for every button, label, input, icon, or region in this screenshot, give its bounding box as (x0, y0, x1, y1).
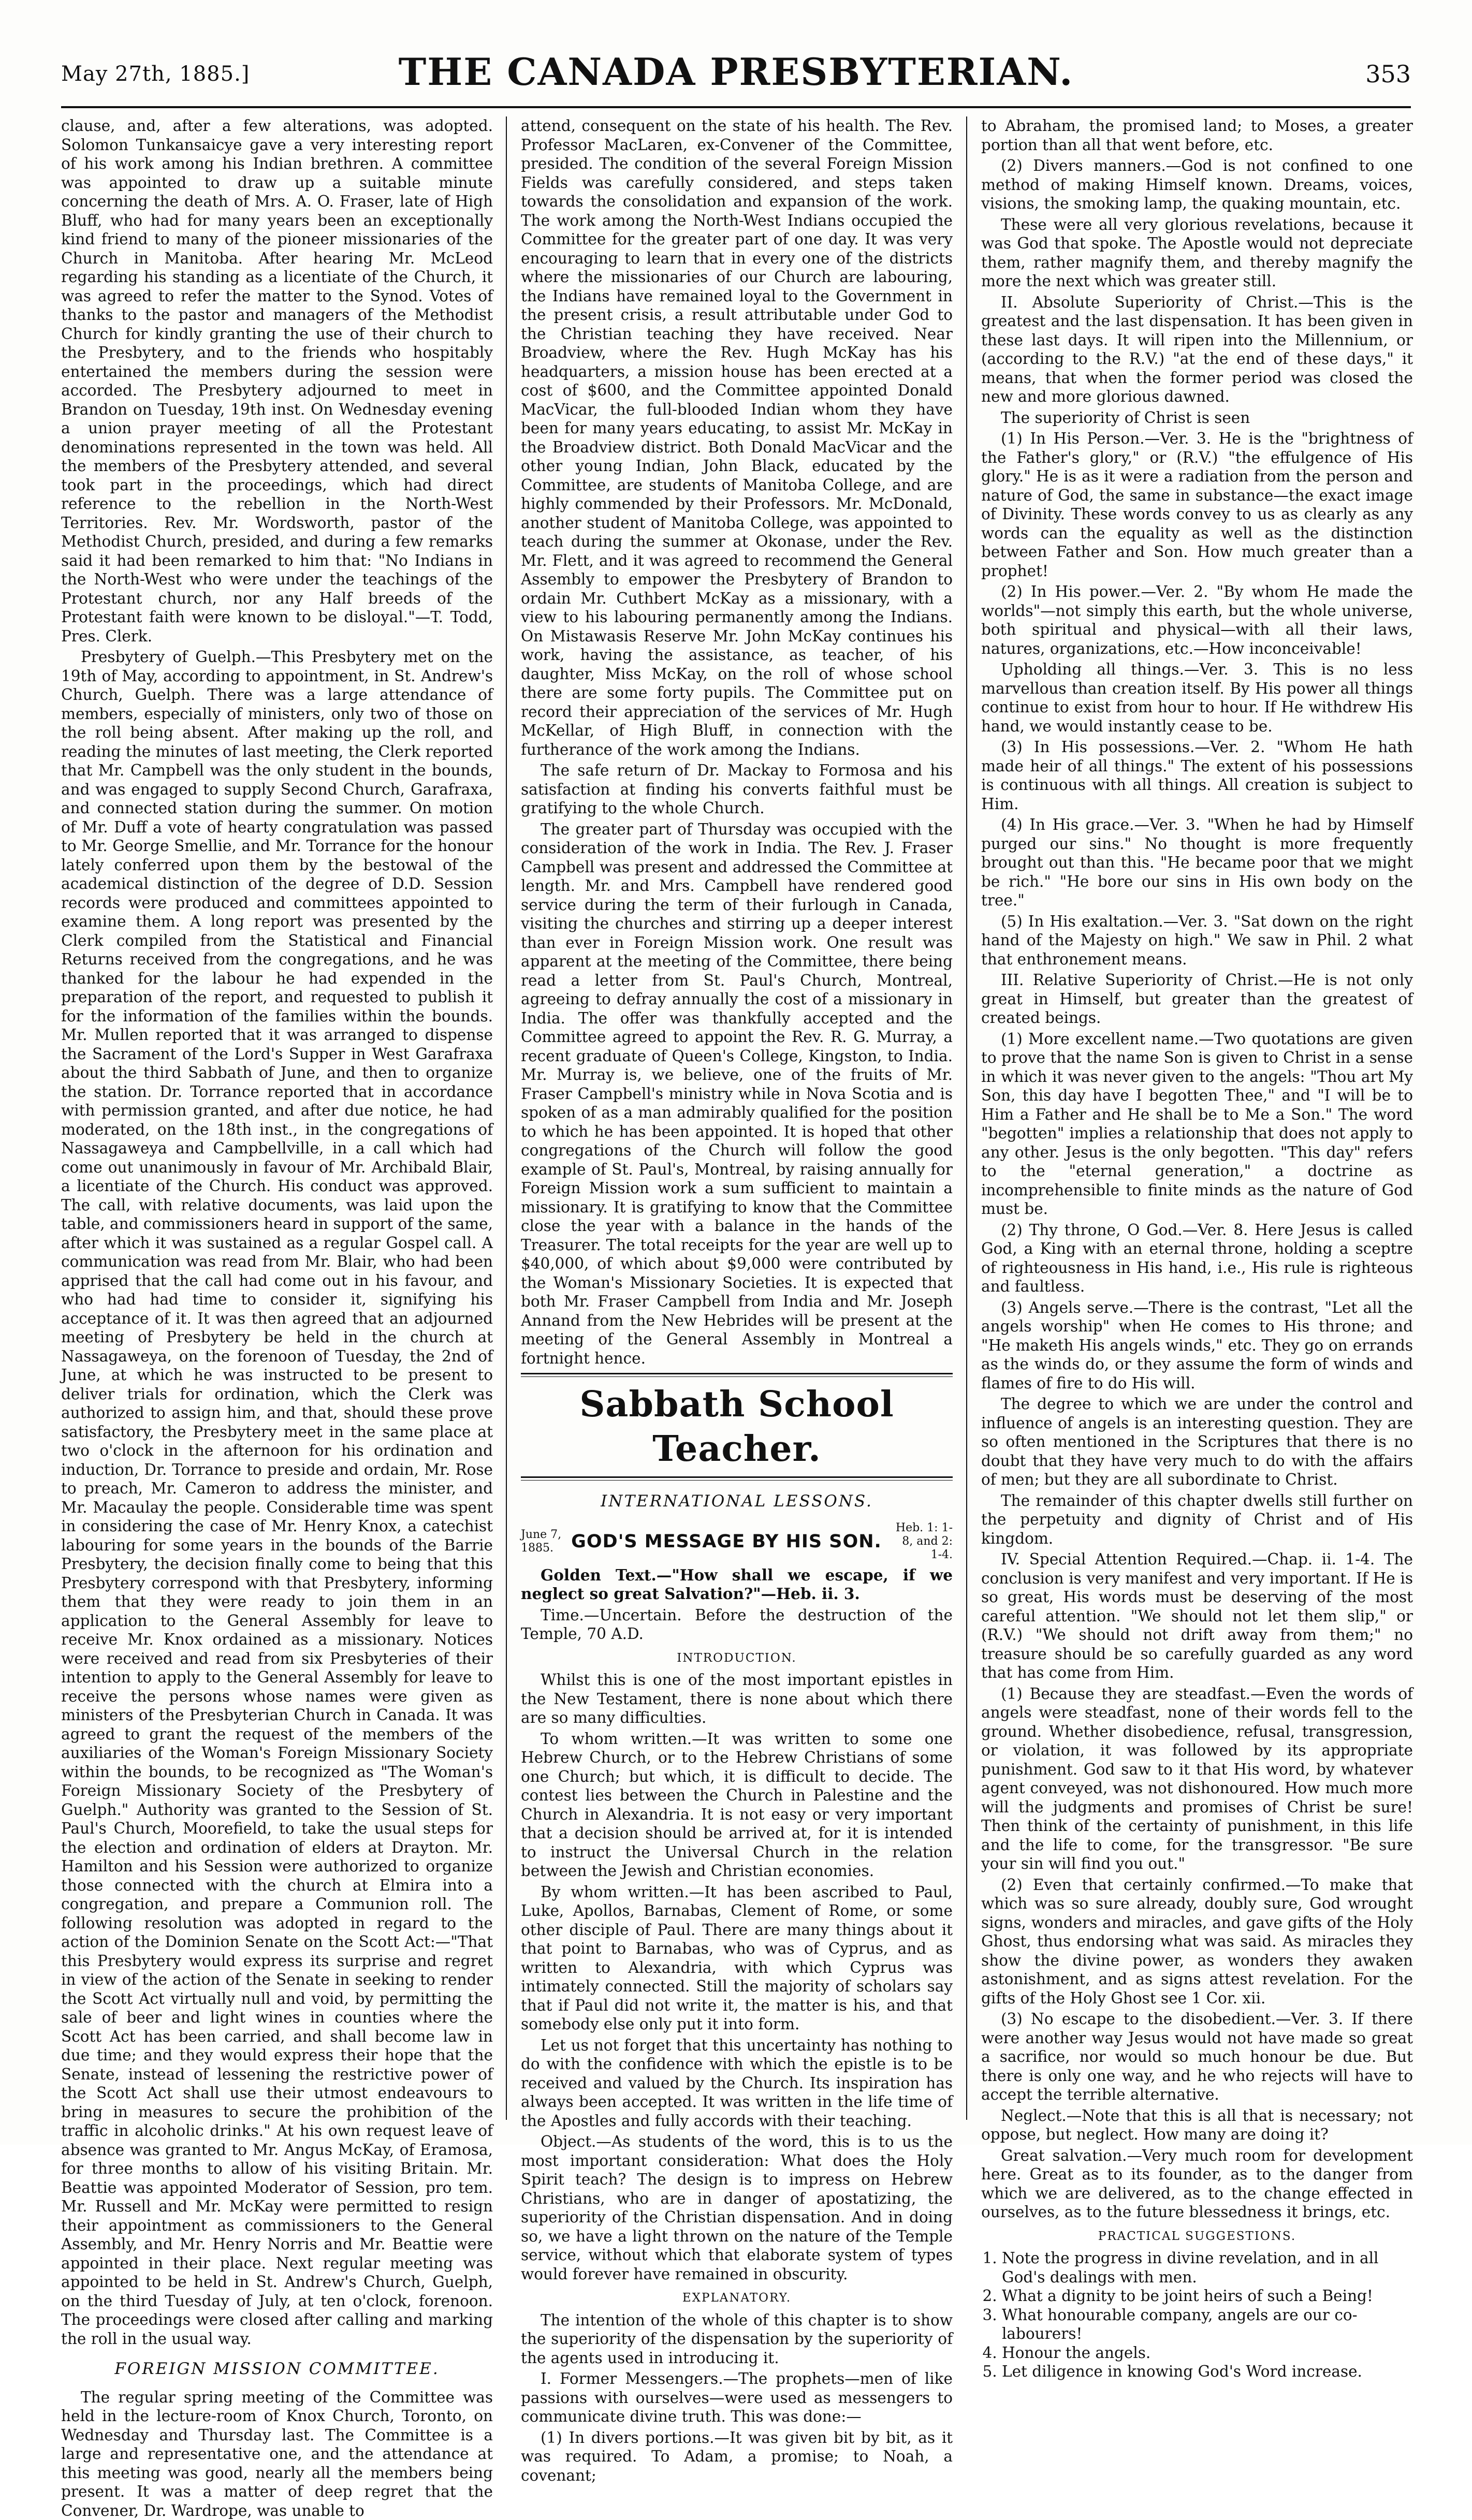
paragraph: to Abraham, the promised land; to Moses, a greater portion than all that went before, etc. (981, 116, 1413, 154)
paragraph: Upholding all things.—Ver. 3. This is no less marvellous than creation itself. By His power all things continue to exist from hour to hour. If He withdrew His hand, we would instantly cease to be. (981, 660, 1413, 736)
divider (521, 1373, 953, 1377)
subheading: PRACTICAL SUGGESTIONS. (981, 2227, 1413, 2246)
paragraph: (2) In His power.—Ver. 2. "By whom He made the worlds"—not simply this earth, but the whole universe, both spiritual and physical—with all their laws, natures, organizations, etc.—How inconceivable! (981, 582, 1413, 658)
divider (521, 1476, 953, 1481)
paragraph: The intention of the whole of this chapter is to show the superiority of the dispensation by the superiority of the agents used in introducing it. (521, 2311, 953, 2368)
list-item: 5. Let diligence in knowing God's Word increase. (1002, 2362, 1413, 2381)
issue-date: May 27th, 1885.] (61, 62, 250, 86)
paragraph: (3) In His possessions.—Ver. 2. "Whom He hath made heir of all things." The extent of his possessions is continuous with all things. All creation is subject to Him. (981, 738, 1413, 813)
section-heading: FOREIGN MISSION COMMITTEE. (61, 2360, 493, 2379)
golden-text: Golden Text.—"How shall we escape, if we neglect so great Salvation?"—Heb. ii. 3. (521, 1566, 953, 1604)
paragraph: (3) Angels serve.—There is the contrast, "Let all the angels worship" when He comes to His throne; and "He maketh His angels winds," etc. They go on errands as the winds do, or they assume the form of winds and flames of fire to do His will. (981, 1298, 1413, 1393)
paragraph: II. Absolute Superiority of Christ.—This is the greatest and the last dispensation. It has been given in these last days. It will ripen into the Millennium, or (according to the R.V.) "at the end of these days," it means, that when the former period was closed the new and more glorious dawned. (981, 293, 1413, 406)
paragraph: To whom written.—It was written to some one Hebrew Church, or to the Hebrew Christians of some one Church; but which, it is difficult to decide. The contest lies between the Church in Palestine and the Church in Alexandria. It is not easy or very important that a decision should be arrived at, for it is intended to instruct the Universal Church in the relation between the Jewish and Christian economies. (521, 1730, 953, 1881)
paragraph: (3) No escape to the disobedient.—Ver. 3. If there were another way Jesus would not have made so great a sacrifice, nor would so much honour be due. But there is only one way, and he who rejects will have to accept the terrible alternative. (981, 2010, 1413, 2104)
paragraph: I. Former Messengers.—The prophets—men of like passions with ourselves—were used as messengers to communicate divine truth. This was done:— (521, 2369, 953, 2426)
paragraph: (1) Because they are steadfast.—Even the words of angels were steadfast, none of their words fell to the ground. Whether disobedience, refusal, transgression, or violation, it was followed by its appropriate punishment. God saw to it that His word, by whatever agent conveyed, was not dishonoured. How much more will the judgments and promises of Christ be sure! Then think of the certainty of punishment, in this life and the life to come, for the transgressor. "Be sure your sin will find you out." (981, 1684, 1413, 1873)
practical-suggestions-list (981, 2249, 1413, 2381)
lesson-time: Time.—Uncertain. Before the destruction of the Temple, 70 A.D. (521, 1606, 953, 1644)
paragraph: These were all very glorious revelations, because it was God that spoke. The Apostle would not depreciate them, rather magnify them, and thereby magnify the more the next which was greater still. (981, 215, 1413, 291)
subheading: INTRODUCTION. (521, 1649, 953, 1668)
paragraph: (1) More excellent name.—Two quotations are given to prove that the name Son is given to Christ in a sense in which it was never given to the angels: "Thou art My Son, this day have I begotten Thee," and "I will be to Him a Father and He shall be to Me a Son." The word "begotten" implies a relationship that does not apply to any other. Jesus is the only begotten. "This day" refers to the "eternal generation," a doctrine as incomprehensible to finite minds as the nature of God must be. (981, 1030, 1413, 1219)
paragraph: (4) In His grace.—Ver. 3. "When he had by Himself purged our sins." No thought is more frequently brought out than this. "He became poor that we might be rich." "He bore our sins in His own body on the tree." (981, 815, 1413, 910)
list-item: 1. Note the progress in divine revelation, and in all God's dealings with men. (1002, 2249, 1413, 2287)
paragraph: (1) In His Person.—Ver. 3. He is the "brightness of the Father's glory," or (R.V.) "the effulgence of His glory." He is as it were a radiation from the person and nature of God, the same in substance—the exact image of Divinity. These words convey to us as clearly as any words can the equality as well as the distinction between Father and Son. How much greater than a prophet! (981, 429, 1413, 580)
lesson-title: GOD'S MESSAGE BY HIS SON. (562, 1531, 891, 1552)
paragraph: The superiority of Christ is seen (981, 408, 1413, 428)
paragraph: Whilst this is one of the most important epistles in the New Testament, there is none about which there are so many difficulties. (521, 1671, 953, 1727)
paragraph: The remainder of this chapter dwells still further on the perpetuity and dignity of Christ and of His kingdom. (981, 1491, 1413, 1548)
column-rule (506, 116, 507, 2120)
section-subheading: INTERNATIONAL LESSONS. (521, 1492, 953, 1511)
column-3 (981, 116, 1413, 2130)
list-item: 3. What honourable company, angels are our co-labourers! (1002, 2306, 1413, 2343)
paragraph: Great salvation.—Very much room for development here. Great as to its founder, as to the danger from which we are delivered, as to the change effected in ourselves, as to the future blessedness it brings, etc. (981, 2146, 1413, 2222)
paragraph: The greater part of Thursday was occupied with the consideration of the work in India. The Rev. J. Fraser Campbell was present and addressed the Committee at length. Mr. and Mrs. Campbell have rendered good service during the term of their furlough in Canada, visiting the churches and stirring up a deeper interest than ever in Foreign Mission work. One result was apparent at the meeting of the Committee, there being read a letter from St. Paul's Church, Montreal, agreeing to defray annually the cost of a missionary in India. The offer was thankfully accepted and the Committee agreed to appoint the Rev. R. G. Murray, a recent graduate of Queen's College, Kingston, to India. Mr. Murray is, we believe, one of the fruits of Mr. Fraser Campbell's ministry while in Nova Scotia and is spoken of as a man admirably qualified for the position to which he has been appointed. It is hoped that other congregations of the Church will follow the good example of St. Paul's, Montreal, by raising annually for Foreign Mission work a sum sufficient to maintain a missionary. It is gratifying to know that the Committee close the year with a balance in the hands of the Treasurer. The total receipts for the year are well up to $40,000, of which about $9,000 were contributed by the Woman's Missionary Societies. It is expected that both Mr. Fraser Campbell from India and Mr. Joseph Annand from the New Hebrides will be present at the meeting of the General Assembly in Montreal a fortnight hence. (521, 820, 953, 1368)
header-rule (61, 106, 1411, 108)
paragraph: By whom written.—It has been ascribed to Paul, Luke, Apollos, Barnabas, Clement of Rome, or some other disciple of Paul. There are many things about it that point to Barnabas, who was of Cyprus, and as written to Alexandria, with which Cyprus was intimately connected. Still the majority of scholars say that if Paul did not write it, the matter is his, and that somebody else only put it into form. (521, 1883, 953, 2034)
paragraph: The safe return of Dr. Mackay to Formosa and his satisfaction at finding his converts faithful must be gratifying to the whole Church. (521, 761, 953, 818)
paragraph: (2) Thy throne, O God.—Ver. 8. Here Jesus is called God, a King with an eternal throne, holding a sceptre of righteousness in His hand, i.e., His rule is righteous and faultless. (981, 1221, 1413, 1296)
paragraph: Object.—As students of the word, this is to us the most important consideration: What does the Holy Spirit teach? The design is to impress on Hebrew Christians, who are in danger of apostatizing, the superiority of the Christian dispensation. And in doing so, we have a light thrown on the nature of the Temple service, without which that elaborate system of types would forever have remained in obscurity. (521, 2132, 953, 2283)
paragraph: (1) In divers portions.—It was given bit by bit, as it was required. To Adam, a promise; to Noah, a covenant; (521, 2428, 953, 2485)
paragraph: III. Relative Superiority of Christ.—He is not only great in Himself, but greater than the greatest of created beings. (981, 971, 1413, 1028)
section-banner: Sabbath School Teacher. (521, 1382, 953, 1471)
paragraph: Presbytery of Guelph.—This Presbytery met on the 19th of May, according to appointment, in St. Andrew's Church, Guelph. There was a large attendance of members, especially of ministers, only two of those on the roll being absent. After making up the roll, and reading the minutes of last meeting, the Clerk reported that Mr. Campbell was the only student in the bounds, and was engaged to supply Second Church, Garafraxa, and connected station during the summer. On motion of Mr. Duff a vote of hearty congratulation was passed to Mr. George Smellie, and Mr. Torrance for the honour lately conferred upon them by the bestowal of the academical distinction of the degree of D.D. Session records were produced and committees appointed to examine them. A long report was presented by the Clerk compiled from the Statistical and Financial Returns received from the congregations, and he was thanked for the labour he had expended in the preparation of the report, and requested to publish it for the information of the families within the bounds. Mr. Mullen reported that it was arranged to dispense the Sacrament of the Lord's Supper in West Garafraxa about the third Sabbath of June, and then to organize the station. Dr. Torrance reported that in accordance with permission granted, and after due notice, he had moderated, on the 18th inst., in the congregations of Nassagaweya and Campbellville, in a call which had come out unanimously in favour of Mr. Archibald Blair, a licentiate of the Church. His conduct was approved. The call, with relative documents, was laid upon the table, and commissioners heard in support of the same, after which it was sustained as a regular Gospel call. A communication was read from Mr. Blair, who had been apprised that the call had come out in his favour, and who had had time to consider it, signifying his acceptance of it. It was then agreed that an adjourned meeting of Presbytery be held in the church at Nassagaweya, on the forenoon of Tuesday, the 2nd of June, at which he was instructed to be present to deliver trials for ordination, which the Clerk was authorized to assign him, and that, should these prove satisfactory, the Presbytery meet in the same place at two o'clock in the afternoon for his ordination and induction, Dr. Torrance to preside and ordain, Mr. Rose to preach, Mr. Cameron to address the minister, and Mr. Macaulay the people. Considerable time was spent in considering the case of Mr. Henry Knox, a catechist labouring for some years in the bounds of the Barrie Presbytery, the decision finally come to being that this Presbytery correspond with that Presbytery, informing them that they were ready to join them in an application to the General Assembly for leave to receive Mr. Knox ordained as a missionary. Notices were received and read from six Presbyteries of their intention to apply to the General Assembly for leave to receive the persons whose names were given as ministers of the Presbyterian Church in Canada. It was agreed to grant the request of the members of the auxiliaries of the Woman's Foreign Missionary Society within the bounds, to be recognized as "The Woman's Foreign Missionary Society of the Presbytery of Guelph." Authority was granted to the Session of St. Paul's Church, Moorefield, to take the usual steps for the election and ordination of elders at Drayton. Mr. Hamilton and his Session were authorized to organize those connected with the church at Elmira into a congregation, and prepare a Communion roll. The following resolution was adopted in regard to the action of the Dominion Senate on the Scott Act:—"That this Presbytery would express its surprise and regret in view of the action of the Senate in seeking to render the Scott Act virtually null and void, by permitting the sale of beer and light wines in counties where the Scott Act has been carried, and shall become law in due time; and they would express their hope that the Senate, instead of lessening the restrictive power of the Scott Act shall use their utmost endeavours to bring in measures to secure the prohibition of the traffic in alcoholic drinks." At his own request leave of absence was granted to Mr. Angus McKay, of Eramosa, for three months to allow of his visiting Britain. Mr. Beattie was appointed Moderator of Session, pro tem. Mr. Russell and Mr. McKay were permitted to resign their appointment as commissioners to the General Assembly, and Mr. Henry Norris and Mr. Beattie were appointed in their place. Next regular meeting was appointed to be held in St. Andrew's Church, Guelph, on the third Tuesday of July, at ten o'clock, forenoon. The proceedings were closed after calling and marking the roll in the usual way. (61, 648, 493, 2348)
paragraph: (5) In His exaltation.—Ver. 3. "Sat down on the right hand of the Majesty on high." We saw in Phil. 2 what that enthronement means. (981, 912, 1413, 969)
masthead-title: THE CANADA PRESBYTERIAN. (61, 50, 1411, 94)
page-number: 353 (1365, 60, 1411, 88)
column-1 (61, 116, 493, 2130)
running-head (61, 50, 1411, 107)
paragraph: Neglect.—Note that this is all that is necessary; not oppose, but neglect. How many are doing it? (981, 2106, 1413, 2144)
paragraph: attend, consequent on the state of his health. The Rev. Professor MacLaren, ex-Convener of the Committee, presided. The condition of the several Foreign Mission Fields was carefully considered, and steps taken towards the consolidation and expansion of the work. The work among the North-West Indians occupied the Committee for the greater part of one day. It was very encouraging to learn that in every one of the districts where the missionaries of our Church are labouring, the Indians have remained loyal to the Government in the present crisis, a result attributable under God to the Christian teaching they have received. Near Broadview, where the Rev. Hugh McKay has his headquarters, a mission house has been erected at a cost of $600, and the Committee appointed Donald MacVicar, the full-blooded Indian whom they have been for many years educating, to assist Mr. McKay in the Broadview district. Both Donald MacVicar and the other young Indian, John Black, educated by the Committee, are students of Manitoba College, and are highly commended by their Professors. Mr. McDonald, another student of Manitoba College, was appointed to teach during the summer at Okonase, under the Rev. Mr. Flett, and it was agreed to recommend the General Assembly to empower the Presbytery of Brandon to ordain Mr. Cuthbert McKay as a missionary, with a view to his labouring permanently among the Indians. On Mistawasis Reserve Mr. John McKay continues his work, having the assistance, as teacher, of his daughter, Miss McKay, on the roll of whose school there are some forty pupils. The Committee put on record their appreciation of the services of Mr. Hugh McKellar, of High Bluff, in connection with the furtherance of the work among the Indians. (521, 116, 953, 759)
list-item: 2. What a dignity to be joint heirs of such a Being! (1002, 2287, 1413, 2306)
list-item: 4. Honour the angels. (1002, 2343, 1413, 2363)
column-rule (966, 116, 967, 2120)
paragraph: The regular spring meeting of the Committee was held in the lecture-room of Knox Church, Toronto, on Wednesday and Thursday last. The Committee is a large and representative one, and the attendance at this meeting was good, nearly all the members being present. It was a matter of deep regret that the Convener, Dr. Wardrope, was unable to (61, 2388, 493, 2520)
lesson-heading (521, 1521, 953, 1562)
lesson-reference: Heb. 1: 1-8, and 2: 1-4. (891, 1521, 953, 1562)
lesson-date: June 7, 1885. (521, 1528, 562, 1555)
paragraph: (2) Even that certainly confirmed.—To make that which was so sure already, doubly sure, God wrought signs, wonders and miracles, and gave gifts of the Holy Ghost, thus endorsing what was said. As miracles they show the divine power, as wonders they awaken astonishment, and as signs attest revelation. For the gifts of the Holy Ghost see 1 Cor. xii. (981, 1876, 1413, 2008)
paragraph: (2) Divers manners.—God is not confined to one method of making Himself known. Dreams, voices, visions, the smoking lamp, the quaking mountain, etc. (981, 156, 1413, 213)
paragraph: The degree to which we are under the control and influence of angels is an interesting question. They are so often mentioned in the Scriptures that there is no doubt that they have very much to do with the affairs of men; but they are all subordinate to Christ. (981, 1395, 1413, 1489)
paragraph: Let us not forget that this uncertainty has nothing to do with the confidence with which the epistle is to be received and valued by the Church. Its inspiration has always been accepted. It was written in the life time of the Apostles and fully accords with their teaching. (521, 2036, 953, 2131)
paragraph: clause, and, after a few alterations, was adopted. Solomon Tunkansaicye gave a very interesting report of his work among his Indian brethren. A committee was appointed to draw up a suitable minute concerning the death of Mrs. A. O. Fraser, late of High Bluff, who had for many years been an exceptionally kind friend to many of the pioneer missionaries of the Church in Manitoba. After hearing Mr. McLeod regarding his standing as a licentiate of the Church, it was agreed to refer the matter to the Synod. Votes of thanks to the pastor and managers of the Methodist Church for kindly granting the use of their church to the Presbytery, and to the friends who hospitably entertained the members during the session were accorded. The Presbytery adjourned to meet in Brandon on Tuesday, 19th inst. On Wednesday evening a union prayer meeting of all the Protestant denominations represented in the town was held. All the members of the Presbytery attended, and several took part in the proceedings, which had direct reference to the rebellion in the North-West Territories. Rev. Mr. Wordsworth, pastor of the Methodist Church, presided, and during a few remarks said it had been remarked to him that: "No Indians in the North-West who were under the teachings of the Protestant church, nor any Half breeds of the Protestant faith were known to be disloyal."—T. Todd, Pres. Clerk. (61, 116, 493, 646)
column-2 (521, 116, 953, 2130)
paragraph: IV. Special Attention Required.—Chap. ii. 1-4. The conclusion is very manifest and very important. If He is so great, His words must be deserving of the most careful attention. "We should not let them slip," or (R.V.) "We should not drift away from them;" no treasure should be so carefully guarded as any word that has come from Him. (981, 1550, 1413, 1682)
subheading: EXPLANATORY. (521, 2289, 953, 2308)
